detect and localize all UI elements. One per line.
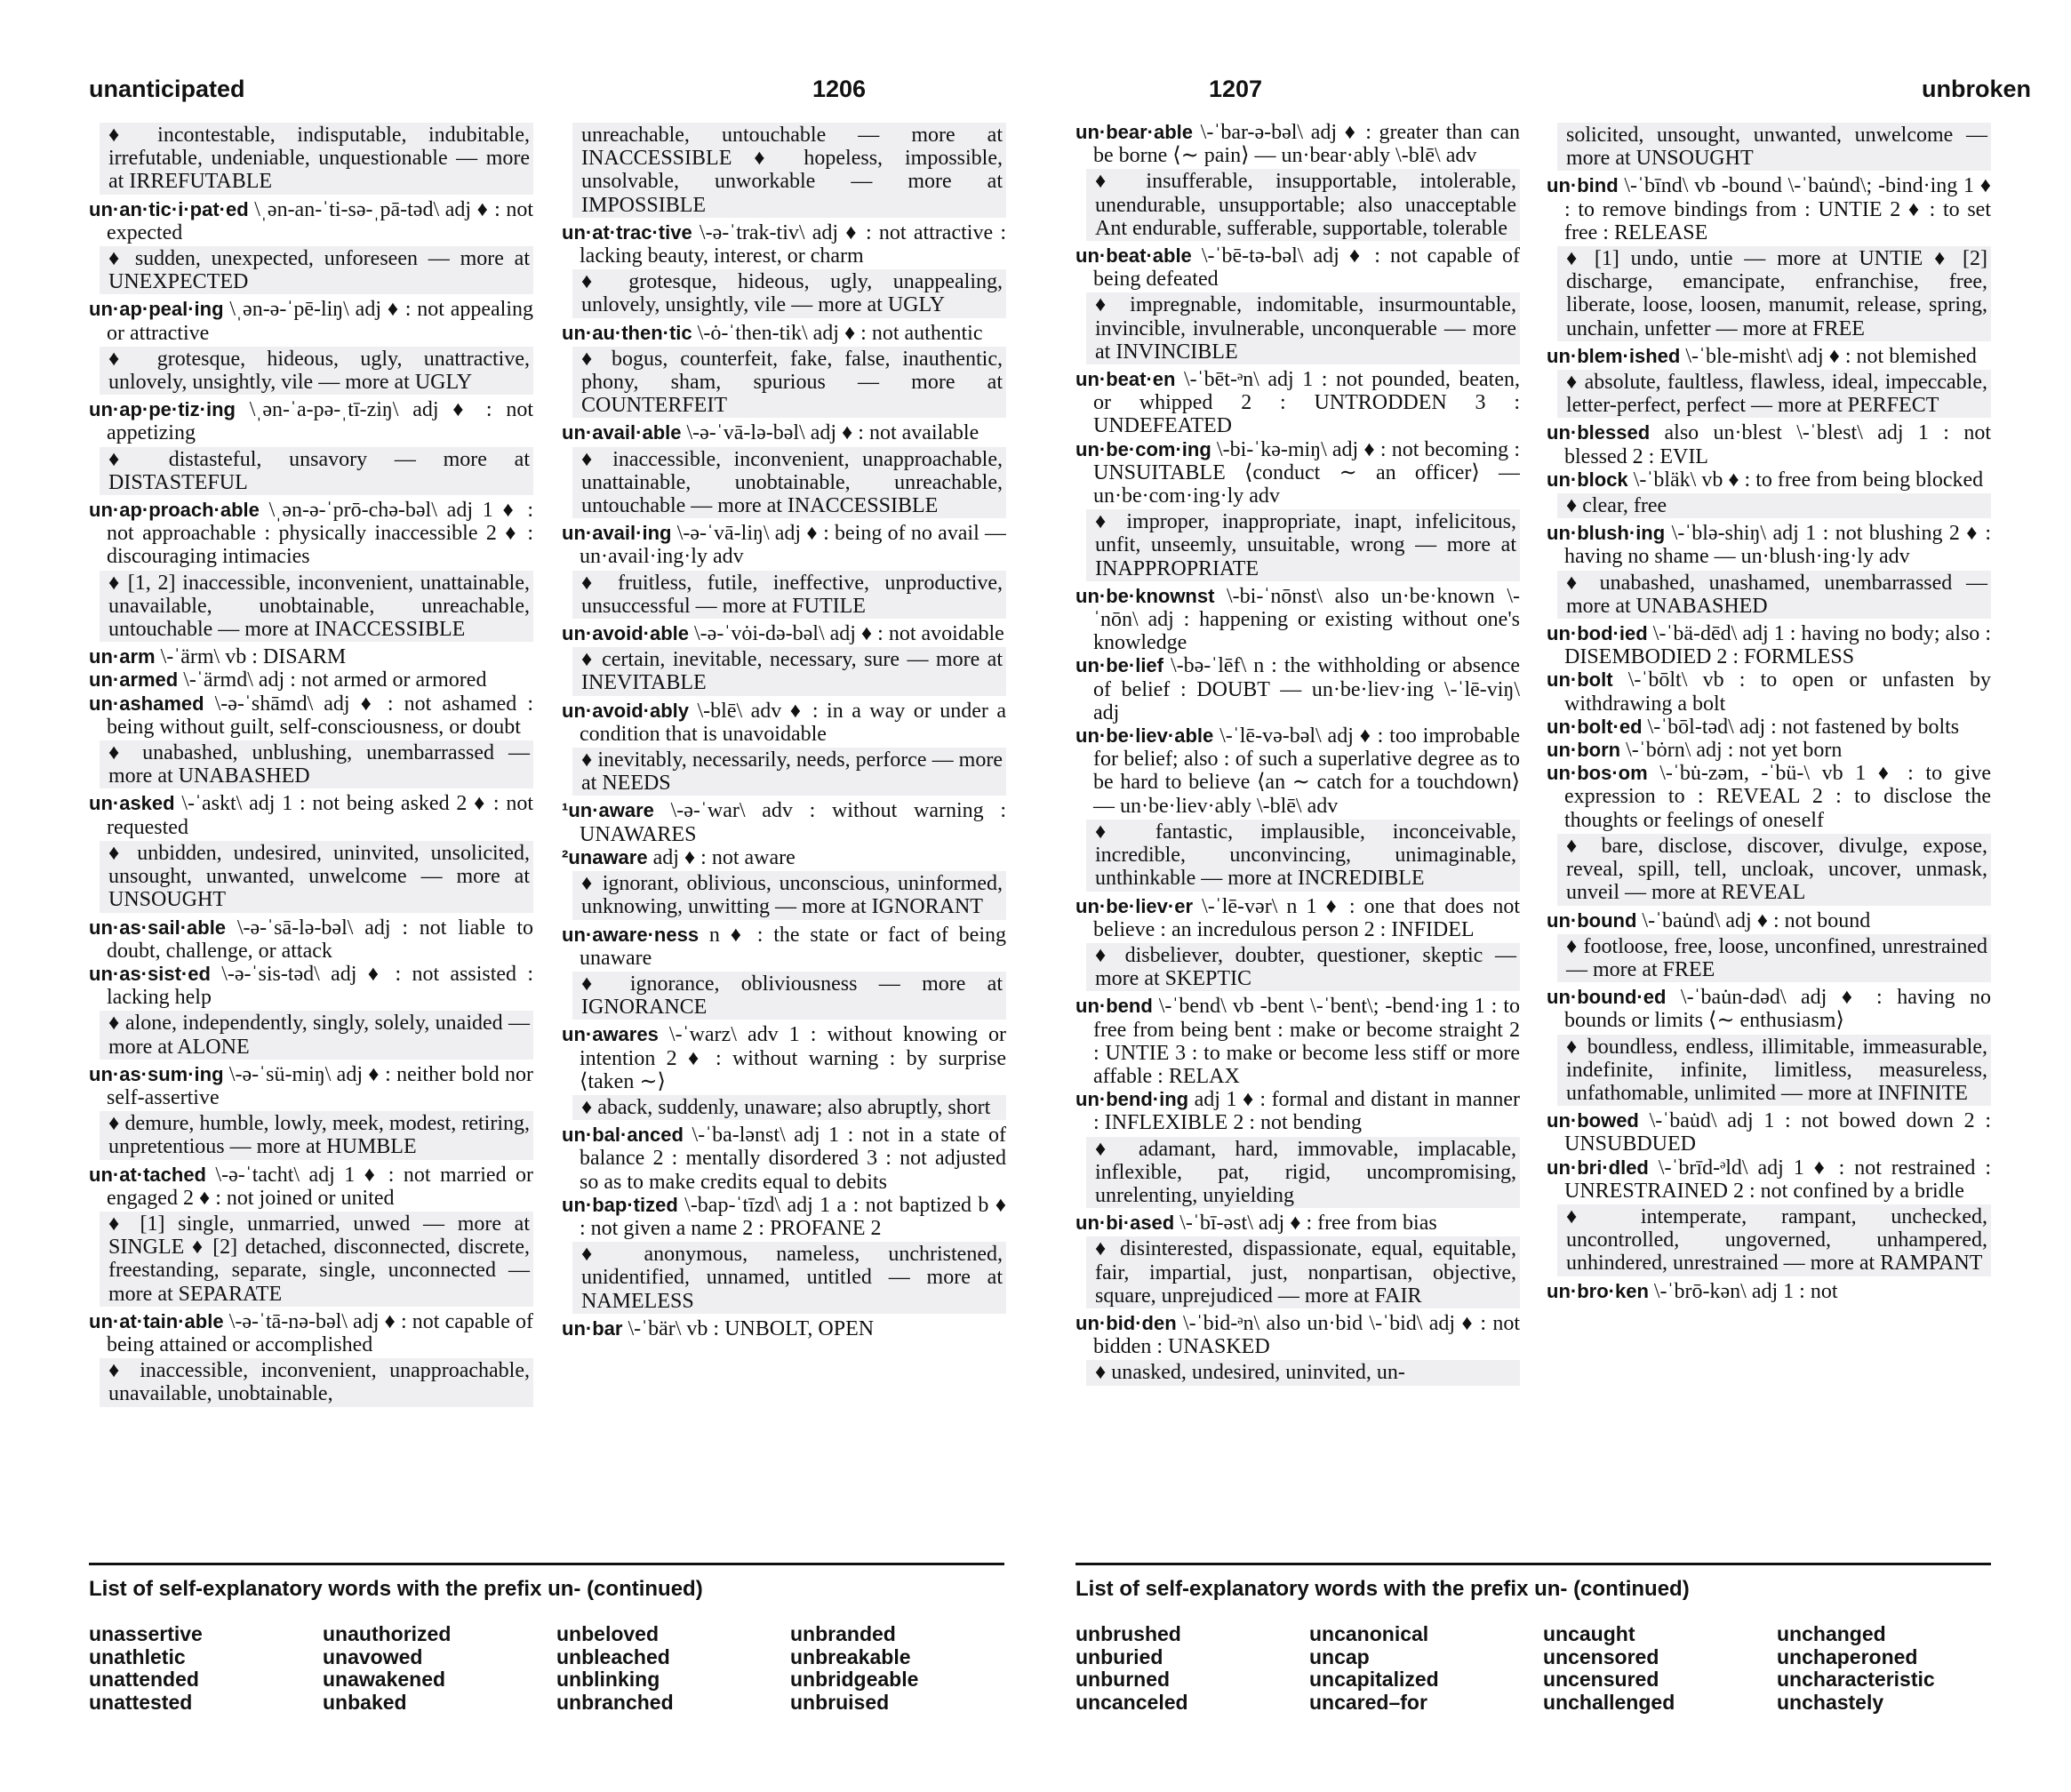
headword: un·bolt·ed xyxy=(1547,715,1643,738)
dictionary-entry xyxy=(1075,895,1520,941)
headword: un·be·liev·able xyxy=(1075,724,1214,748)
synonym-text: ♦ ignorance, obliviousness — more at IGNORANCE xyxy=(581,972,1003,1020)
dictionary-entry xyxy=(89,916,533,963)
dictionary-column xyxy=(89,121,533,1543)
synonym-block xyxy=(572,1242,1006,1314)
definition: \-ˈbend\ vb -bent \-ˈbent\; -bend·ing 1 : to free from being bent : make or become straight 2 : UNTIE 3 : to make or become less stiff or more affable : RELAX xyxy=(1093,995,1520,1088)
headword: un·avoid·ably xyxy=(562,699,690,722)
headword: un·ap·peal·ing xyxy=(89,298,224,321)
dictionary-entry xyxy=(562,622,1006,645)
headword: un·arm xyxy=(89,645,156,668)
right-page xyxy=(1036,0,2071,1792)
synonym-block xyxy=(1557,246,1991,341)
definition: \-ə-ˈtacht\ adj 1 ♦ : not married or engaged 2 ♦ : not joined or united xyxy=(107,1163,533,1210)
word-list-item: unbaked xyxy=(323,1690,407,1714)
definition: \ˌən-ə-ˈpē-liŋ\ adj ♦ : not appealing or attractive xyxy=(107,298,533,345)
synonym-text: ♦ unasked, undesired, uninvited, un- xyxy=(1095,1361,1405,1385)
definition: \-ˈbar-ə-bəl\ adj ♦ : greater than can be borne ⟨∼ pain⟩ — un·bear·ably \-blē\ adv xyxy=(1093,121,1520,168)
synonym-block xyxy=(572,972,1006,1020)
synonym-block xyxy=(100,1358,533,1406)
synonym-text: unreachable, untouchable — more at INACCESSIBLE ♦ hopeless, impossible, unsolvable, unworkable — more at IMPOSSIBLE xyxy=(581,124,1003,217)
word-list-item: unattended xyxy=(89,1668,199,1691)
synonym-block xyxy=(100,123,533,195)
synonym-text: ♦ intemperate, rampant, unchecked, uncontrolled, ungoverned, unhampered, unhindered, unrestrained — more at RAMPANT xyxy=(1566,1204,1987,1276)
word-list-item: unbruised xyxy=(790,1690,890,1714)
synonym-block xyxy=(572,347,1006,419)
word-list-column xyxy=(1309,1623,1543,1714)
synonym-block xyxy=(1086,169,1520,241)
synonym-text: ♦ disbeliever, doubter, questioner, skeptic — more at SKEPTIC xyxy=(1095,943,1516,991)
synonym-text: ♦ sudden, unexpected, unforeseen — more at UNEXPECTED xyxy=(108,247,530,294)
headword: un·ap·pe·tiz·ing xyxy=(89,398,236,421)
headword: un·bro·ken xyxy=(1547,1279,1649,1302)
synonym-text: ♦ unbidden, undesired, uninvited, unsolicited, unsought, unwanted, unwelcome — more at UNSOUGHT xyxy=(108,841,530,912)
headword: ²unaware xyxy=(562,845,648,868)
dictionary-entry xyxy=(89,792,533,838)
word-list-item: uncap xyxy=(1309,1644,1370,1668)
synonym-text: ♦ inaccessible, inconvenient, unapproachable, unavailable, unobtainable, xyxy=(108,1359,530,1406)
synonym-block xyxy=(100,447,533,495)
definition: \-ˈba-lənst\ adj 1 : not in a state of balance 2 : mentally disordered 3 : not adjusted so as to make credits equal to debits xyxy=(580,1124,1006,1194)
word-list-item: unbrushed xyxy=(1075,1622,1181,1645)
synonym-block xyxy=(100,740,533,788)
dictionary-column xyxy=(1547,121,1991,1543)
definition: \-ə-ˈvā-liŋ\ adj ♦ : being of no avail — un·avail·ing·ly adv xyxy=(580,522,1006,569)
definition: \-ə-ˈwar\ adv : without warning : UNAWARES xyxy=(580,799,1006,846)
word-list-column xyxy=(1543,1623,1777,1714)
headword: un·bend·ing xyxy=(1075,1088,1189,1111)
definition: \-ə-ˈsis-təd\ adj ♦ : not assisted : lacking help xyxy=(107,962,533,1010)
definition: \-ˈbrō-kən\ adj 1 : not xyxy=(1648,1279,1838,1303)
dictionary-entry xyxy=(89,1063,533,1109)
headword: un·avoid·able xyxy=(562,622,690,645)
dictionary-entry xyxy=(562,1124,1006,1194)
definition: \ˌən-ə-ˈprō-chə-bəl\ adj 1 ♦ : not approachable : physically inaccessible 2 ♦ : discouraging intimacies xyxy=(107,499,533,569)
dictionary-entry xyxy=(1547,522,1991,568)
synonym-text: ♦ certain, inevitable, necessary, sure — more at INEVITABLE xyxy=(581,648,1003,695)
synonym-block xyxy=(1557,934,1991,982)
synonym-text: ♦ demure, humble, lowly, meek, modest, retiring, unpretentious — more at HUMBLE xyxy=(108,1112,530,1159)
word-list-item: unburned xyxy=(1075,1668,1171,1691)
guide-word-right: unbroken xyxy=(1921,76,2031,102)
synonym-block xyxy=(572,571,1006,619)
definition: n ♦ : the state or fact of being unaware xyxy=(580,923,1006,970)
definition: \-ə-ˈtrak-tiv\ adj ♦ : not attractive : lacking beauty, interest, or charm xyxy=(580,220,1006,268)
dictionary-entry xyxy=(1075,995,1520,1088)
dictionary-entry xyxy=(1075,654,1520,724)
dictionary-entry xyxy=(562,1317,1006,1340)
synonym-block xyxy=(100,1011,533,1059)
word-list-item: unbranched xyxy=(556,1690,674,1714)
synonym-text: ♦ incontestable, indisputable, indubitable, irrefutable, undeniable, unquestionable — more at IRREFUTABLE xyxy=(108,124,530,194)
headword: un·ap·proach·able xyxy=(89,499,260,522)
word-list-item: uncared–for xyxy=(1309,1690,1427,1714)
dictionary-entry xyxy=(1075,724,1520,818)
word-list-column xyxy=(1075,1623,1309,1714)
dictionary-entry xyxy=(562,322,1006,345)
word-list-item: unburied xyxy=(1075,1644,1163,1668)
dictionary-entry xyxy=(89,645,533,668)
synonym-text: ♦ fantastic, implausible, inconceivable, incredible, unconvincing, unimaginable, unthinkable — more at INCREDIBLE xyxy=(1095,820,1516,891)
word-list-column xyxy=(556,1623,790,1714)
headword: un·bri·dled xyxy=(1547,1156,1649,1179)
synonym-text: ♦ distasteful, unsavory — more at DISTASTEFUL xyxy=(108,447,530,494)
definition: \-ˈaskt\ adj 1 : not being asked 2 ♦ : not requested xyxy=(107,792,533,839)
dictionary-entry xyxy=(89,1310,533,1356)
definition: \-ˈlē-vər\ n 1 ♦ : one that does not believe : an incredulous person 2 : INFIDEL xyxy=(1093,894,1520,941)
page-number-right: 1207 xyxy=(1209,76,1263,102)
synonym-block xyxy=(1557,370,1991,418)
dictionary-entry xyxy=(562,522,1006,568)
dictionary-entry xyxy=(562,700,1006,746)
synonym-block xyxy=(1557,834,1991,906)
word-list-item: unbranded xyxy=(790,1622,896,1645)
synonym-text: ♦ footloose, free, loose, unconfined, unrestrained — more at FREE xyxy=(1566,934,1987,981)
word-list xyxy=(1075,1623,2011,1714)
synonym-text: ♦ anonymous, nameless, unchristened, unidentified, unnamed, untitled — more at NAMELESS xyxy=(581,1243,1003,1313)
dictionary-entry xyxy=(1547,622,1991,668)
word-list-item: uncharacteristic xyxy=(1777,1668,1935,1691)
word-list-item: uncanonical xyxy=(1309,1622,1429,1645)
dictionary-column xyxy=(1075,121,1520,1543)
synonym-block xyxy=(572,123,1006,218)
dictionary-entry xyxy=(89,692,533,739)
headword: un·bowed xyxy=(1547,1109,1639,1132)
synonym-text: ♦ insufferable, insupportable, intolerable, unendurable, unsupportable; also unacceptable Ant endurable, sufferable, supportable, tolerable xyxy=(1095,170,1516,240)
word-list-item: unavowed xyxy=(323,1644,423,1668)
synonym-text: ♦ bare, disclose, discover, divulge, expose, reveal, spill, tell, uncloak, uncover, unmask, unveil — more at REVEAL xyxy=(1566,834,1987,905)
synonym-block xyxy=(1086,509,1520,581)
dictionary-entry xyxy=(1075,1312,1520,1358)
definition: \-ˈbȯrn\ adj : not yet born xyxy=(1620,739,1843,763)
dictionary-entry xyxy=(1547,468,1991,492)
dictionary-column xyxy=(562,121,1006,1543)
synonym-text: ♦ boundless, endless, illimitable, immeasurable, indefinite, infinite, limitless, measureless, unfathomable, unlimited — more at INFINITE xyxy=(1566,1035,1987,1105)
definition: \-ˈärmd\ adj : not armed or armored xyxy=(178,668,487,692)
synonym-block xyxy=(572,269,1006,317)
word-list-item: unchaperoned xyxy=(1777,1644,1918,1668)
dictionary-entry xyxy=(1547,668,1991,715)
synonym-block xyxy=(572,871,1006,919)
headword: un·bos·om xyxy=(1547,762,1648,785)
synonym-block xyxy=(1557,493,1991,518)
definition: \-ˈbēt-ᵊn\ adj 1 : not pounded, beaten, or whipped 2 : UNTRODDEN 3 : UNDEFEATED xyxy=(1093,368,1520,438)
headword: un·be·com·ing xyxy=(1075,437,1211,460)
synonym-block xyxy=(100,1111,533,1159)
headword: un·armed xyxy=(89,668,179,692)
synonym-block xyxy=(1086,292,1520,364)
synonym-text: ♦ grotesque, hideous, ugly, unattractive, unlovely, unsightly, vile — more at UGLY xyxy=(108,347,530,395)
dictionary-entry xyxy=(1547,421,1991,468)
headword: un·born xyxy=(1547,739,1621,762)
headword: un·bod·ied xyxy=(1547,622,1648,645)
synonym-block xyxy=(572,647,1006,695)
headword: un·bolt xyxy=(1547,668,1613,692)
synonym-block xyxy=(1557,123,1991,171)
definition: \-ˈbōlt\ vb : to open or unfasten by withdrawing a bolt xyxy=(1564,668,1991,716)
dictionary-entry xyxy=(89,398,533,444)
definition: \-ə-ˈvȯi-də-bəl\ adj ♦ : not avoidable xyxy=(689,622,1004,646)
definition: \-ˈbau̇d\ adj 1 : not bowed down 2 : UNSUBDUED xyxy=(1564,1109,1991,1156)
word-list-item: unauthorized xyxy=(323,1622,452,1645)
word-list-item: unblinking xyxy=(556,1668,660,1691)
synonym-text: ♦ absolute, faultless, flawless, ideal, impeccable, letter-perfect, perfect — more at PERFECT xyxy=(1566,371,1987,418)
synonym-text: ♦ alone, independently, singly, solely, unaided — more at ALONE xyxy=(108,1012,530,1059)
word-list-item: unchallenged xyxy=(1543,1690,1675,1714)
headword: un·avail·able xyxy=(562,421,682,444)
dictionary-entry xyxy=(562,1194,1006,1240)
synonym-text: ♦ disinterested, dispassionate, equal, equitable, fair, impartial, just, nonpartisan, objective, square, unprejudiced — more at FAIR xyxy=(1095,1237,1516,1308)
word-list-item: unbleached xyxy=(556,1644,670,1668)
dictionary-entry xyxy=(89,963,533,1009)
headword: un·at·tached xyxy=(89,1163,206,1186)
definition: \ˌən-an-ˈti-sə-ˌpā-təd\ adj ♦ : not expected xyxy=(107,197,533,244)
synonym-block xyxy=(572,748,1006,796)
synonym-block xyxy=(1086,943,1520,991)
headword: un·ashamed xyxy=(89,692,204,715)
definition: \-ˈbid-ᵊn\ also un·bid \-ˈbid\ adj ♦ : not bidden : UNASKED xyxy=(1093,1311,1520,1359)
synonym-text: ♦ clear, free xyxy=(1566,494,1667,518)
definition: adj 1 ♦ : formal and distant in manner : INFLEXIBLE 2 : not bending xyxy=(1093,1088,1520,1135)
synonym-text: ♦ [1] undo, untie — more at UNTIE ♦ [2] discharge, emancipate, enfranchise, free, liberate, loose, loosen, manumit, release, spring, unchain, unfetter — more at FREE xyxy=(1566,247,1987,340)
page-number-left: 1206 xyxy=(812,76,867,102)
dictionary-entry xyxy=(1547,986,1991,1032)
synonym-block xyxy=(100,841,533,913)
definition: \-ˈbä-dēd\ adj 1 : having no body; also : DISEMBODIED 2 : FORMLESS xyxy=(1564,622,1991,669)
headword: un·be·liev·er xyxy=(1075,894,1194,917)
headword: un·bound xyxy=(1547,908,1637,932)
dictionary-entry xyxy=(89,668,533,692)
headword: un·beat·able xyxy=(1075,244,1192,268)
synonym-block xyxy=(100,1212,533,1307)
word-list-item: unattested xyxy=(89,1690,193,1714)
dictionary-entry xyxy=(1547,716,1991,739)
definition: \-ˈwarz\ adv 1 : without knowing or intention 2 ♦ : without warning : by surprise ⟨taken ∼⟩ xyxy=(580,1023,1006,1093)
synonym-text: ♦ aback, suddenly, unaware; also abruptly, short xyxy=(581,1095,991,1119)
dictionary-entry xyxy=(1075,244,1520,291)
synonym-text: ♦ ignorant, oblivious, unconscious, uninformed, unknowing, unwitting — more at IGNORANT xyxy=(581,872,1003,919)
definition: \-ə-ˈtā-nə-bəl\ adj ♦ : not capable of being attained or accomplished xyxy=(107,1309,533,1356)
synonym-block xyxy=(572,1095,1006,1120)
definition: \-bə-ˈlēf\ n : the withholding or absence of belief : DOUBT — un·be·liev·ing \-ˈlē-viŋ\ adj xyxy=(1093,654,1520,724)
word-list-column xyxy=(790,1623,1024,1714)
word-list-heading: List of self-explanatory words with the prefix un- (continued) xyxy=(89,1577,703,1601)
synonym-text: ♦ [1, 2] inaccessible, inconvenient, unattainable, unavailable, unobtainable, unreachable, untouchable — more at INACCESSIBLE xyxy=(108,571,530,642)
definition: \-ˈbau̇nd\ adj ♦ : not bound xyxy=(1636,908,1871,932)
dictionary-entry xyxy=(1547,345,1991,368)
synonym-block xyxy=(572,447,1006,519)
definition: \-ˈbau̇n-dəd\ adj ♦ : having no bounds or limits ⟨∼ enthusiasm⟩ xyxy=(1564,986,1991,1033)
dictionary-entry xyxy=(1547,762,1991,832)
dictionary-entry xyxy=(1547,739,1991,762)
headword: un·at·trac·tive xyxy=(562,220,692,244)
dictionary-entry xyxy=(1075,1088,1520,1134)
definition: \-blē\ adv ♦ : in a way or under a condition that is unavoidable xyxy=(580,699,1006,746)
headword: un·an·tic·i·pat·ed xyxy=(89,197,249,220)
headword: un·block xyxy=(1547,468,1628,491)
word-list-item: unathletic xyxy=(89,1644,186,1668)
dictionary-entry xyxy=(1075,585,1520,655)
synonym-text: ♦ unabashed, unashamed, unembarrassed — more at UNABASHED xyxy=(1566,571,1987,618)
dictionary-entry xyxy=(89,1164,533,1210)
word-list-item: uncapitalized xyxy=(1309,1668,1439,1691)
synonym-text: ♦ bogus, counterfeit, fake, false, inauthentic, phony, sham, spurious — more at COUNTERFEIT xyxy=(581,347,1003,418)
dictionary-entry xyxy=(1547,174,1991,244)
definition: \-ˈlē-və-bəl\ adj ♦ : too improbable for belief; also : of such a superlative degree as to be hard to believe ⟨an ∼ catch for a touchdown⟩ — un·be·liev·ably \-blē\ adv xyxy=(1093,724,1520,818)
word-list-item: unbeloved xyxy=(556,1622,660,1645)
headword: un·awares xyxy=(562,1023,659,1046)
dictionary-entry xyxy=(89,198,533,244)
definition: \-ˈärm\ vb : DISARM xyxy=(155,645,347,669)
synonym-block xyxy=(1557,1204,1991,1276)
dictionary-entry xyxy=(1075,121,1520,167)
headword: un·avail·ing xyxy=(562,522,672,545)
word-list-item: unbreakable xyxy=(790,1644,911,1668)
headword: un·blem·ished xyxy=(1547,344,1681,367)
synonym-block xyxy=(1086,820,1520,892)
headword: un·beat·en xyxy=(1075,368,1176,391)
synonym-text: ♦ unabashed, unblushing, unembarrassed — more at UNABASHED xyxy=(108,741,530,788)
definition: \-ˈbär\ vb : UNBOLT, OPEN xyxy=(622,1316,875,1340)
definition: \ˌən-ˈa-pə-ˌtī-ziŋ\ adj ♦ : not appetizing xyxy=(107,398,533,445)
word-list xyxy=(89,1623,1024,1714)
word-list-heading: List of self-explanatory words with the prefix un- (continued) xyxy=(1075,1577,1690,1601)
headword: ¹un·aware xyxy=(562,799,654,822)
synonym-block xyxy=(100,571,533,643)
synonym-text: ♦ fruitless, futile, ineffective, unproductive, unsuccessful — more at FUTILE xyxy=(581,571,1003,618)
headword: un·aware·ness xyxy=(562,923,700,946)
headword: un·as·sail·able xyxy=(89,916,227,939)
guide-word-left: unanticipated xyxy=(89,76,245,102)
headword: un·as·sist·ed xyxy=(89,962,211,985)
word-list-item: unawakened xyxy=(323,1668,446,1691)
dictionary-entry xyxy=(562,421,1006,444)
synonym-text: ♦ adamant, hard, immovable, implacable, inflexible, pat, rigid, uncompromising, unrelenting, unyielding xyxy=(1095,1137,1516,1207)
definition: adj ♦ : not aware xyxy=(647,845,796,869)
headword: un·blush·ing xyxy=(1547,522,1666,545)
definition: \-ə-ˈsü-miŋ\ adj ♦ : neither bold nor self-assertive xyxy=(107,1062,533,1109)
word-list-item: unchastely xyxy=(1777,1690,1884,1714)
synonym-block xyxy=(1557,1035,1991,1107)
synonym-text: ♦ improper, inappropriate, inapt, infelicitous, unfit, unseemly, unsuitable, wrong — more at INAPPROPRIATE xyxy=(1095,510,1516,580)
dictionary-entry xyxy=(562,1023,1006,1093)
headword: un·be·lief xyxy=(1075,654,1163,677)
dictionary-entry xyxy=(562,799,1006,845)
dictionary-entry xyxy=(562,221,1006,268)
definition: \-ˈbē-tə-bəl\ adj ♦ : not capable of being defeated xyxy=(1093,244,1520,292)
word-list-item: uncanceled xyxy=(1075,1690,1188,1714)
word-list-item: uncaught xyxy=(1543,1622,1635,1645)
definition: \-ˈbrīd-ᵊld\ adj 1 ♦ : not restrained : UNRESTRAINED 2 : not confined by a bridle xyxy=(1564,1156,1991,1203)
word-list-item: uncensored xyxy=(1543,1644,1659,1668)
word-list-item: uncensured xyxy=(1543,1668,1659,1691)
definition: \-ˈbōl-təd\ adj : not fastened by bolts xyxy=(1642,715,1960,739)
headword: un·bid·den xyxy=(1075,1311,1177,1334)
synonym-text: ♦ impregnable, indomitable, insurmountable, invincible, invulnerable, unconquerable — more at INVINCIBLE xyxy=(1095,293,1516,364)
headword: un·bend xyxy=(1075,995,1153,1018)
headword: un·bear·able xyxy=(1075,121,1194,143)
definition: also un·blest \-ˈblest\ adj 1 : not blessed 2 : EVIL xyxy=(1564,421,1991,468)
definition: \-ˈbläk\ vb ♦ : to free from being blocked xyxy=(1627,468,1984,492)
dictionary-entry xyxy=(89,298,533,344)
synonym-text: ♦ [1] single, unmarried, unwed — more at SINGLE ♦ [2] detached, disconnected, discrete, freestanding, separate, single, unconnected — more at SEPARATE xyxy=(108,1212,530,1306)
definition: \-bap-ˈtīzd\ adj 1 a : not baptized b ♦ : not given a name 2 : PROFANE 2 xyxy=(580,1193,1006,1240)
dictionary-entry xyxy=(1075,438,1520,508)
definition: \-bi-ˈkə-miŋ\ adj ♦ : not becoming : UNSUITABLE ⟨conduct ∼ an officer⟩ — un·be·com·ing·ly adv xyxy=(1093,437,1520,508)
dictionary-entry xyxy=(1547,1109,1991,1156)
definition: \-ˈbī-əst\ adj ♦ : free from bias xyxy=(1174,1212,1437,1236)
dictionary-entry xyxy=(1547,1156,1991,1203)
definition: \-bi-ˈnōnst\ also un·be·known \-ˈnōn\ adj : happening or existing without one's knowledge xyxy=(1093,584,1520,655)
synonym-text: solicited, unsought, unwanted, unwelcome — more at UNSOUGHT xyxy=(1566,124,1987,171)
headword: un·bap·tized xyxy=(562,1193,678,1216)
synonym-text: ♦ inevitably, necessarily, needs, perforce — more at NEEDS xyxy=(581,748,1003,796)
word-list-column xyxy=(89,1623,323,1714)
footer-rule xyxy=(1075,1563,1991,1565)
dictionary-entry xyxy=(1547,1280,1991,1303)
word-list-item: unbridgeable xyxy=(790,1668,919,1691)
word-list-column xyxy=(323,1623,556,1714)
word-list-column xyxy=(1777,1623,2011,1714)
synonym-block xyxy=(1086,1137,1520,1209)
synonym-block xyxy=(1086,1236,1520,1308)
headword: un·at·tain·able xyxy=(89,1309,224,1332)
word-list-item: unchanged xyxy=(1777,1622,1886,1645)
synonym-text: ♦ inaccessible, inconvenient, unapproachable, unattainable, unobtainable, unreachable, untouchable — more at INACCESSIBLE xyxy=(581,447,1003,518)
definition: \-ˈbu̇-zəm, -ˈbü-\ vb 1 ♦ : to give expression to : REVEAL 2 : to disclose the thoughts or feelings of oneself xyxy=(1564,762,1991,832)
headword: un·bi·ased xyxy=(1075,1212,1175,1235)
headword: un·au·then·tic xyxy=(562,321,692,344)
synonym-block xyxy=(1557,571,1991,619)
headword: un·as·sum·ing xyxy=(89,1062,224,1085)
definition: \-ə-ˈshāmd\ adj ♦ : not ashamed : being without guilt, self-consciousness, or doubt xyxy=(107,692,533,739)
dictionary-entry xyxy=(562,846,1006,869)
dictionary-entry xyxy=(1075,1212,1520,1235)
synonym-text: ♦ grotesque, hideous, ugly, unappealing, unlovely, unsightly, vile — more at UGLY xyxy=(581,270,1003,317)
headword: un·asked xyxy=(89,792,175,815)
headword: un·blessed xyxy=(1547,421,1651,444)
footer-rule xyxy=(89,1563,1004,1565)
dictionary-entry xyxy=(562,924,1006,970)
dictionary-entry xyxy=(89,499,533,569)
headword: un·bar xyxy=(562,1316,623,1340)
definition: \-ȯ-ˈthen-tik\ adj ♦ : not authentic xyxy=(692,321,983,345)
synonym-block xyxy=(100,246,533,294)
headword: un·be·knownst xyxy=(1075,584,1215,607)
definition: \-ˈbīnd\ vb -bound \-ˈbau̇nd\; -bind·ing 1 ♦ : to remove bindings from : UNTIE 2 ♦ : to set free : RELEASE xyxy=(1564,174,1991,244)
synonym-block xyxy=(1086,1360,1520,1385)
definition: \-ˈblə-shiŋ\ adj 1 : not blushing 2 ♦ : having no shame — un·blush·ing·ly adv xyxy=(1564,522,1991,569)
dictionary-entry xyxy=(1547,909,1991,932)
dictionary-entry xyxy=(1075,368,1520,438)
headword: un·bal·anced xyxy=(562,1124,684,1147)
definition: \-ə-ˈsā-lə-bəl\ adj : not liable to doubt, challenge, or attack xyxy=(107,916,533,963)
definition: \-ˈble-misht\ adj ♦ : not blemished xyxy=(1680,344,1977,368)
word-list-item: unassertive xyxy=(89,1622,203,1645)
headword: un·bound·ed xyxy=(1547,986,1667,1009)
synonym-block xyxy=(100,347,533,395)
headword: un·bind xyxy=(1547,174,1619,197)
definition: \-ə-ˈvā-lə-bəl\ adj ♦ : not available xyxy=(681,421,980,445)
